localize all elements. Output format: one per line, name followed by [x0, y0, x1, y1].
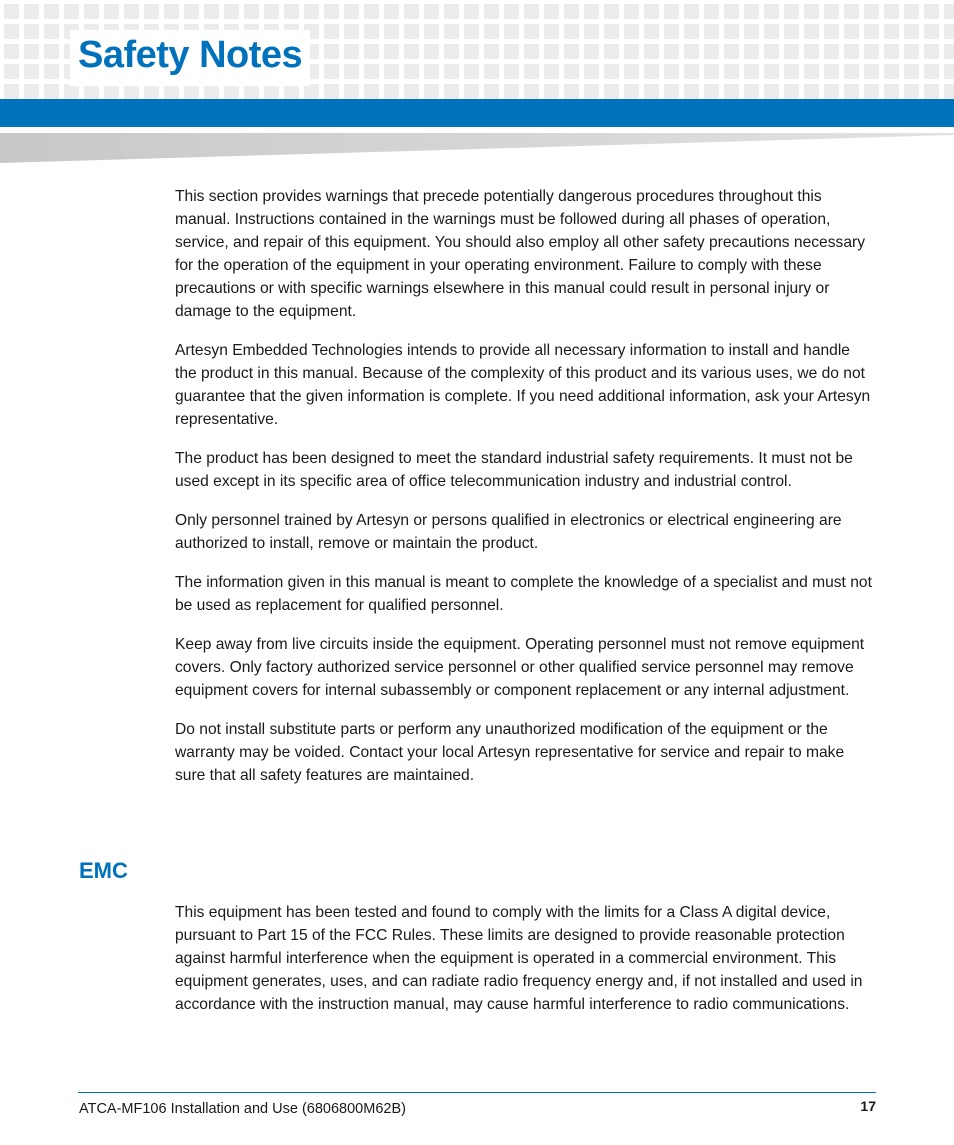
paragraph: This section provides warnings that precede potentially dangerous procedures throughout this manual. Instructions contained in the warnings must be followed during all phases of operation, service, and repair of this equipment. You should also employ all other safety precautions necessary for the operation of the equipment in your operating environment. Failure to comply with these precautions or with specific warnings elsewhere in this manual could result in personal injury or damage to the equipment.: [175, 188, 865, 320]
header-grey-band: [0, 127, 954, 163]
paragraph: This equipment has been tested and found to comply with the limits for a Class A digital device, pursuant to Part 15 of the FCC Rules. These limits are designed to provide reasonable protection against harmful interference when the equipment is operated in a commercial environment. This equipment generates, uses, and can radiate radio frequency energy and, if not installed and used in accordance with the instruction manual, may cause harmful interference to radio communications.: [175, 904, 863, 1013]
safety-notes-body: [175, 185, 875, 803]
paragraph: Keep away from live circuits inside the equipment. Operating personnel must not remove equipment covers. Only factory authorized service personnel or other qualified service personnel may remove equipment covers for internal subassembly or component replacement or any internal adjustment.: [175, 636, 865, 699]
emc-body: [175, 901, 875, 1016]
footer-divider: [78, 1092, 876, 1093]
paragraph: The product has been designed to meet the standard industrial safety requirements. It must not be used except in its specific area of office telecommunication industry and industrial control.: [175, 450, 853, 490]
page-title: Safety Notes: [78, 34, 303, 76]
page-number: 17: [860, 1098, 876, 1114]
header-blue-bar: [0, 99, 954, 127]
paragraph: Artesyn Embedded Technologies intends to provide all necessary information to install and handle the product in this manual. Because of the complexity of this product and its various uses, we do not guarantee that the given information is complete. If you need additional information, ask your Artesyn representative.: [175, 342, 871, 428]
paragraph: Only personnel trained by Artesyn or persons qualified in electronics or electrical engineering are authorized to install, remove or maintain the product.: [175, 512, 842, 552]
emc-heading: EMC: [79, 858, 128, 883]
paragraph: The information given in this manual is meant to complete the knowledge of a specialist and must not be used as replacement for qualified personnel.: [175, 574, 872, 614]
paragraph: Do not install substitute parts or perform any unauthorized modification of the equipment or the warranty may be voided. Contact your local Artesyn representative for service and repair to make sure that all safety features are maintained.: [175, 721, 845, 784]
footer-document-title: ATCA-MF106 Installation and Use (6806800M62B): [79, 1101, 406, 1117]
